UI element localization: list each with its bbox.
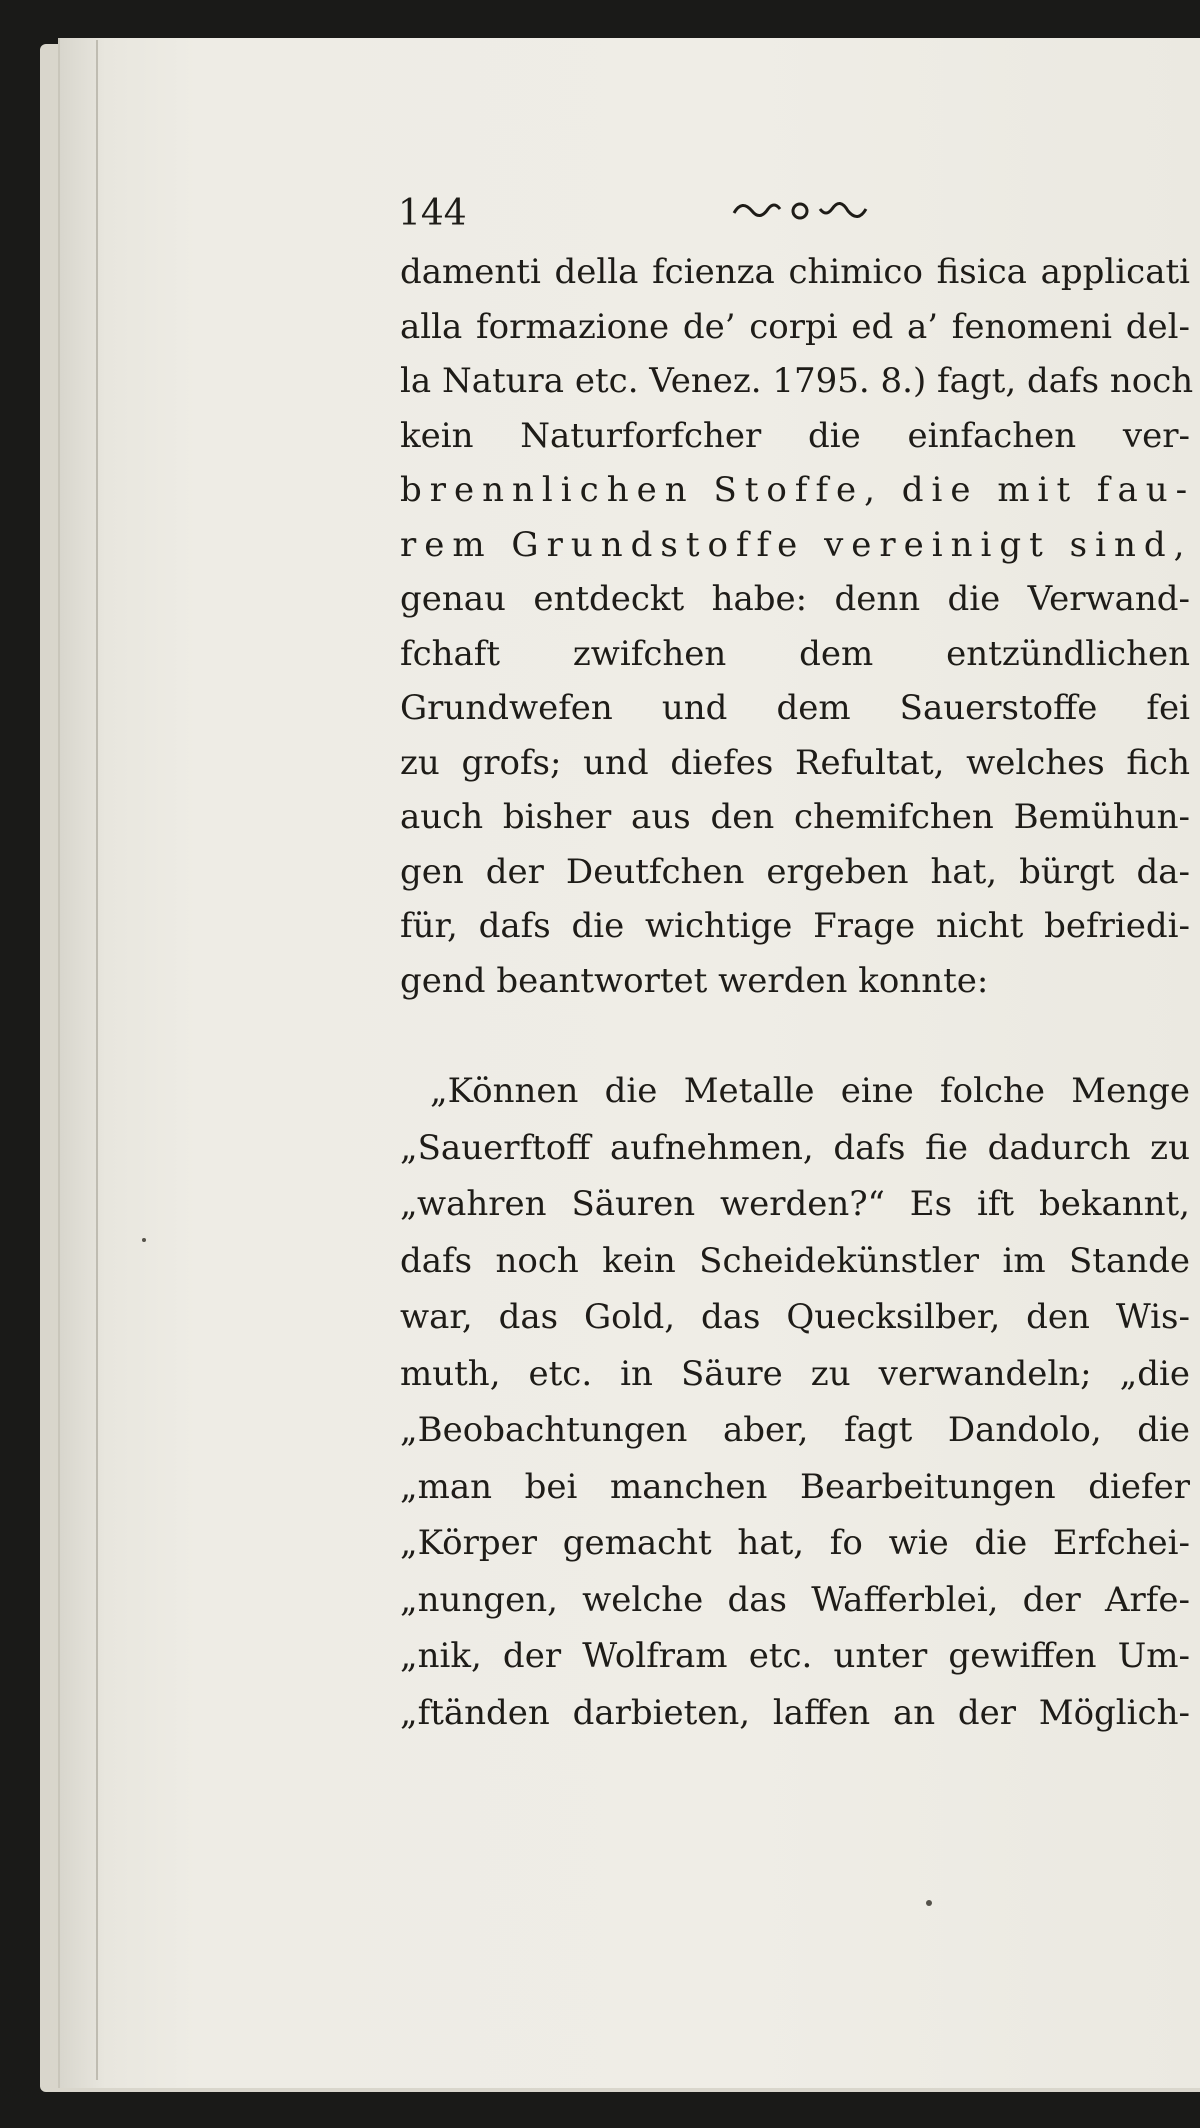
text-line: „Beobachtungen aber, fagt Dandolo, die bbox=[400, 1410, 1190, 1450]
page-number: 144 bbox=[398, 193, 467, 234]
text-line: Grundwefen und dem Sauerstoffe fei bbox=[400, 688, 1190, 728]
running-header bbox=[400, 185, 1190, 245]
text-line: „nungen, welche das Wafferblei, der Arfe- bbox=[400, 1579, 1190, 1620]
text-line: zu grofs; und diefes Refultat, welches fich bbox=[400, 742, 1190, 783]
text-line: la Natura etc. Venez. 1795. 8.) fagt, dafs noch bbox=[400, 361, 1194, 401]
text-line: genau entdeckt habe: denn die Verwand- bbox=[400, 579, 1190, 619]
text-block bbox=[398, 185, 1196, 1741]
gutter-line bbox=[96, 40, 98, 2080]
text-line: muth, etc. in Säure zu verwandeln; „die bbox=[400, 1353, 1190, 1394]
text-line: „ftänden darbieten, laffen an der Möglich- bbox=[400, 1692, 1190, 1733]
text-line: für, dafs die wichtige Frage nicht befriedi- bbox=[400, 906, 1190, 946]
text-line: kein Naturforfcher die einfachen ver- bbox=[400, 415, 1190, 456]
text-line: „Sauerftoff aufnehmen, dafs fie dadurch zu bbox=[400, 1127, 1190, 1168]
text-line: rem Grundstoffe vereinigt sind, bbox=[400, 524, 1193, 565]
text-line: alla formazione de’ corpi ed a’ fenomeni del- bbox=[400, 306, 1190, 347]
paragraph-1 bbox=[400, 245, 1196, 1008]
paper-speck bbox=[142, 1238, 146, 1242]
text-line: war, das Gold, das Quecksilber, den Wis- bbox=[400, 1297, 1190, 1337]
text-line: fchaft zwifchen dem entzündlichen bbox=[400, 633, 1190, 674]
paper-speck bbox=[926, 1900, 932, 1906]
text-line: gen der Deutfchen ergeben hat, bürgt da- bbox=[400, 851, 1190, 892]
text-line: „nik, der Wolfram etc. unter gewiffen Um- bbox=[400, 1636, 1190, 1676]
text-line: „man bei manchen Bearbeitungen diefer bbox=[400, 1466, 1190, 1507]
text-line: brennlichen Stoffe, die mit fau- bbox=[400, 470, 1196, 510]
paragraph-gap bbox=[400, 1008, 1190, 1063]
text-line: damenti della fcienza chimico fisica applicati bbox=[400, 252, 1190, 292]
text-line: gend beantwortet werden konnte: bbox=[400, 960, 989, 1001]
text-line: „wahren Säuren werden?“ Es ift bekannt, bbox=[400, 1184, 1190, 1224]
text-line: „Können die Metalle eine folche Menge bbox=[430, 1071, 1190, 1111]
wave-ornament-icon bbox=[730, 191, 870, 231]
text-line: auch bisher aus den chemifchen Bemühun- bbox=[400, 797, 1190, 837]
text-line: dafs noch kein Scheidekünstler im Stande bbox=[400, 1240, 1190, 1281]
paragraph-2 bbox=[400, 1063, 1190, 1741]
text-line: „Körper gemacht hat, fo wie die Erfchei- bbox=[400, 1523, 1190, 1563]
